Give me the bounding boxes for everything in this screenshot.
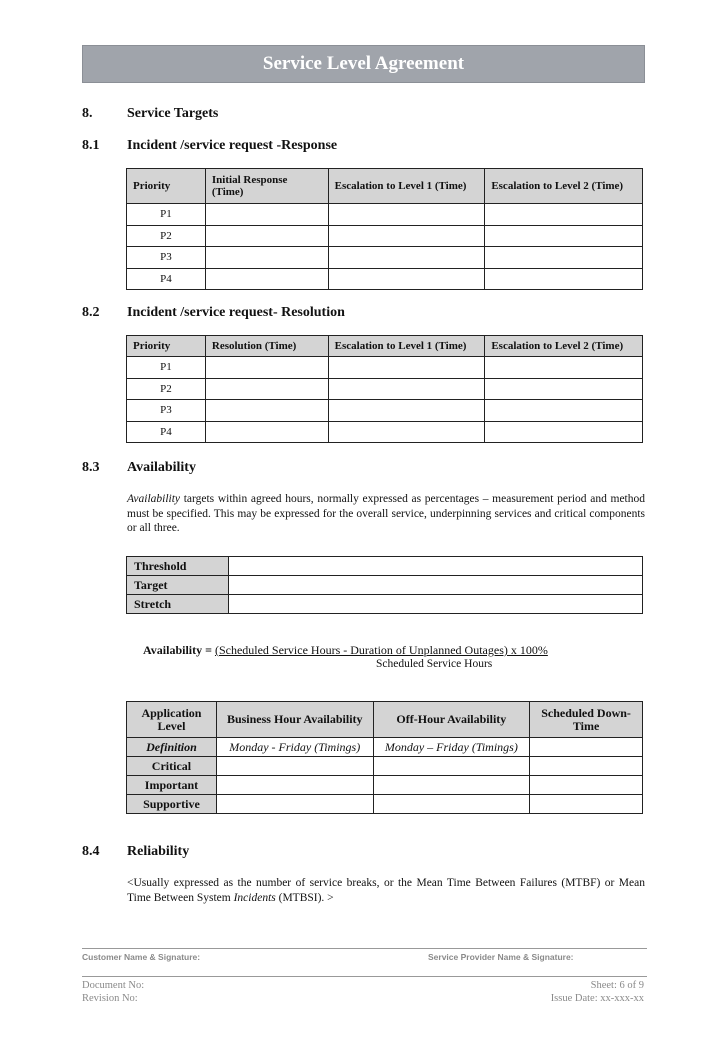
table-row-definition bbox=[127, 738, 643, 757]
priority-cell: P4 bbox=[127, 421, 206, 443]
table-header-row bbox=[127, 169, 643, 204]
customer-signature-label: Customer Name & Signature: bbox=[82, 952, 201, 962]
table-cell[interactable] bbox=[205, 268, 328, 290]
section-heading-8-2 bbox=[82, 305, 345, 321]
table-cell[interactable] bbox=[485, 268, 643, 290]
table-cell[interactable] bbox=[530, 776, 643, 795]
table-cell[interactable] bbox=[216, 776, 373, 795]
priority-cell: P1 bbox=[127, 357, 206, 379]
priority-cell: P4 bbox=[127, 268, 206, 290]
header-escalation-2: Escalation to Level 2 (Time) bbox=[485, 169, 643, 204]
header-resolution: Resolution (Time) bbox=[205, 336, 328, 357]
table-cell[interactable] bbox=[485, 225, 643, 247]
table-row bbox=[127, 204, 643, 226]
header-application-level: Application Level bbox=[127, 702, 217, 738]
table-cell[interactable] bbox=[328, 247, 485, 269]
table-header-row bbox=[127, 336, 643, 357]
table-cell[interactable] bbox=[216, 795, 373, 814]
availability-table bbox=[126, 701, 643, 814]
section-title: Incident /service request -Response bbox=[127, 138, 338, 153]
table-cell[interactable] bbox=[216, 757, 373, 776]
table-cell[interactable] bbox=[530, 795, 643, 814]
table-header-row bbox=[127, 702, 643, 738]
table-cell[interactable] bbox=[485, 357, 643, 379]
threshold-table bbox=[126, 556, 643, 614]
table-cell[interactable] bbox=[328, 357, 485, 379]
priority-cell: P3 bbox=[127, 400, 206, 422]
section-number: 8.1 bbox=[82, 138, 100, 153]
availability-description bbox=[127, 492, 645, 536]
table-cell[interactable] bbox=[485, 378, 643, 400]
table-row bbox=[127, 225, 643, 247]
table-cell[interactable] bbox=[328, 225, 485, 247]
document-title: Service Level Agreement bbox=[262, 53, 465, 74]
sheet-info bbox=[551, 979, 644, 1005]
table-row bbox=[127, 776, 643, 795]
table-row bbox=[127, 421, 643, 443]
document-number: Document No: bbox=[82, 980, 145, 991]
row-label: Definition bbox=[127, 738, 217, 757]
resolution-table bbox=[126, 335, 643, 443]
table-row bbox=[127, 357, 643, 379]
table-cell[interactable] bbox=[328, 268, 485, 290]
table-cell[interactable] bbox=[530, 757, 643, 776]
header-priority: Priority bbox=[127, 336, 206, 357]
table-row bbox=[127, 576, 643, 595]
table-row bbox=[127, 557, 643, 576]
footer-divider bbox=[82, 948, 647, 949]
definition-offhour: Monday – Friday (Timings) bbox=[373, 738, 530, 757]
reliability-description bbox=[127, 876, 645, 905]
table-cell[interactable] bbox=[328, 204, 485, 226]
footer-divider bbox=[82, 976, 647, 977]
table-cell[interactable] bbox=[485, 247, 643, 269]
issue-date: Issue Date: xx-xxx-xx bbox=[550, 993, 644, 1004]
definition-business: Monday - Friday (Timings) bbox=[216, 738, 373, 757]
table-cell[interactable] bbox=[205, 225, 328, 247]
table-row bbox=[127, 268, 643, 290]
table-row bbox=[127, 757, 643, 776]
table-cell[interactable] bbox=[328, 400, 485, 422]
section-title: Incident /service request- Resolution bbox=[127, 305, 345, 320]
priority-cell: P1 bbox=[127, 204, 206, 226]
header-escalation-1: Escalation to Level 1 (Time) bbox=[328, 169, 485, 204]
italic-term: Availability bbox=[127, 493, 181, 505]
row-label: Critical bbox=[127, 757, 217, 776]
formula-denominator: Scheduled Service Hours bbox=[376, 658, 493, 670]
priority-cell: P3 bbox=[127, 247, 206, 269]
table-row bbox=[127, 795, 643, 814]
formula-numerator: (Scheduled Service Hours - Duration of Unplanned Outages) x 100% bbox=[214, 643, 548, 657]
revision-number: Revision No: bbox=[82, 993, 138, 1004]
section-title: Availability bbox=[127, 460, 196, 475]
priority-cell: P2 bbox=[127, 225, 206, 247]
table-cell[interactable] bbox=[229, 557, 643, 576]
section-title: Service Targets bbox=[127, 106, 219, 121]
table-cell[interactable] bbox=[205, 400, 328, 422]
sheet-number: Sheet: 6 of 9 bbox=[590, 980, 644, 991]
document-banner bbox=[82, 45, 645, 83]
table-cell[interactable] bbox=[229, 595, 643, 614]
row-label: Important bbox=[127, 776, 217, 795]
provider-signature-label: Service Provider Name & Signature: bbox=[428, 952, 574, 962]
row-label: Threshold bbox=[127, 557, 229, 576]
section-heading-8-3 bbox=[82, 460, 196, 476]
header-escalation-1: Escalation to Level 1 (Time) bbox=[328, 336, 485, 357]
table-row bbox=[127, 400, 643, 422]
formula-label: Availability = bbox=[143, 643, 215, 657]
table-cell[interactable] bbox=[485, 400, 643, 422]
header-business-hour: Business Hour Availability bbox=[216, 702, 373, 738]
table-cell[interactable] bbox=[205, 378, 328, 400]
table-cell[interactable] bbox=[205, 247, 328, 269]
response-table bbox=[126, 168, 643, 290]
description-text: (MTBSI). > bbox=[275, 891, 334, 904]
section-number: 8.4 bbox=[82, 844, 100, 859]
header-priority: Priority bbox=[127, 169, 206, 204]
table-cell[interactable] bbox=[530, 738, 643, 757]
table-cell[interactable] bbox=[205, 357, 328, 379]
description-text: targets within agreed hours, normally expressed as percentages – measurement period and method must be specified. This may be expressed for the overall service, underpinning services and critical components or all three. bbox=[127, 493, 645, 534]
table-cell[interactable] bbox=[485, 204, 643, 226]
table-row bbox=[127, 378, 643, 400]
header-scheduled-downtime: Scheduled Down-Time bbox=[530, 702, 643, 738]
table-cell[interactable] bbox=[205, 204, 328, 226]
section-number: 8.2 bbox=[82, 305, 100, 320]
table-cell[interactable] bbox=[328, 421, 485, 443]
section-title: Reliability bbox=[127, 844, 190, 859]
priority-cell: P2 bbox=[127, 378, 206, 400]
table-cell[interactable] bbox=[229, 576, 643, 595]
header-initial-response: Initial Response (Time) bbox=[205, 169, 328, 204]
document-info bbox=[82, 979, 144, 1005]
row-label: Supportive bbox=[127, 795, 217, 814]
row-label: Target bbox=[127, 576, 229, 595]
table-cell[interactable] bbox=[485, 421, 643, 443]
table-cell[interactable] bbox=[373, 776, 530, 795]
table-cell[interactable] bbox=[373, 757, 530, 776]
table-row bbox=[127, 247, 643, 269]
table-cell[interactable] bbox=[373, 795, 530, 814]
section-heading-8-1 bbox=[82, 138, 337, 154]
description-text: <Usually expressed as the number of service breaks, or the Mean Time Between Failures (MTBF) or Mean Time Between System bbox=[127, 877, 645, 904]
section-number: 8. bbox=[82, 106, 93, 121]
section-heading-8 bbox=[82, 106, 218, 122]
header-off-hour: Off-Hour Availability bbox=[373, 702, 530, 738]
table-cell[interactable] bbox=[328, 378, 485, 400]
table-cell[interactable] bbox=[205, 421, 328, 443]
table-row bbox=[127, 595, 643, 614]
availability-formula bbox=[143, 643, 548, 658]
section-number: 8.3 bbox=[82, 460, 100, 475]
section-heading-8-4 bbox=[82, 844, 189, 860]
row-label: Stretch bbox=[127, 595, 229, 614]
italic-term: Incidents bbox=[233, 891, 276, 904]
header-escalation-2: Escalation to Level 2 (Time) bbox=[485, 336, 643, 357]
